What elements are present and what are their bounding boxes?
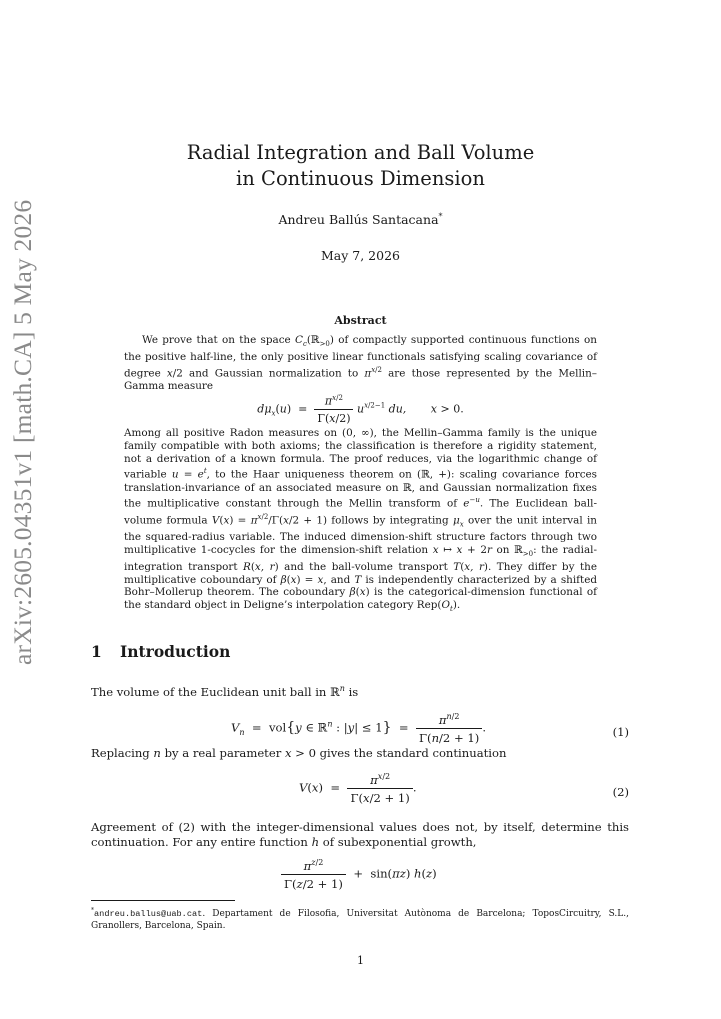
section-heading-introduction bbox=[91, 642, 230, 661]
paper-title bbox=[0, 140, 721, 192]
footnote-mark: * bbox=[91, 907, 94, 914]
author-name: Andreu Ballús Santacana bbox=[278, 212, 439, 228]
intro-paragraph-3: Agreement of (2) with the integer-dimensional values does not, by itself, determine this continuation. For any entire function h of subexponential growth, bbox=[91, 820, 629, 850]
abstract-paragraph-2: Among all positive Radon measures on (0, ∞), the Mellin–Gamma family is the unique family compatible with both axioms; the classification is therefore a rigidity statement, not a derivation of a known formula. The proof reduces, via the logarithmic change of variable $u = e^t$, to the Haar uniqueness theorem on (ℝ, +): scaling covariance forces translation-invariance of an associated measure on ℝ, and Gaussian normalization fixes the multiplicative constant through the Mellin transform of $e^{-u}$. The Euclidean ball-volume formula $V(x) = \pi^{x/2}/\Gamma(x/2 + 1)$ follows by integrating $\mu_x$ over the unit interval in the squared-radius variable. The induced dimension-shift structure factors through two multiplicative 1-cocycles for the dimension-shift relation x ↦ x + 2r on ℝ$_{>0}$: the radial-integration transport R(x, r) and the ball-volume transport T(x, r). They differ by the multiplicative coboundary of β(x) = x, and T is independently characterized by a shifted Bohr–Mollerup theorem. The coboundary β(x) is the categorical-dimension functional of the standard object in Deligne’s interpolation category $Rep(O_t)$. bbox=[124, 427, 598, 614]
equation-1-number: (1) bbox=[612, 725, 629, 739]
paper-date: May 7, 2026 bbox=[321, 248, 400, 263]
intro-paragraph-1: The volume of the Euclidean unit ball in ℝ$^n$ is bbox=[91, 684, 359, 699]
abstract-paragraph-1: We prove that on the space $C_c(ℝ_{>0})$ of compactly supported continuous functions on the positive half-line, the only positive linear functionals satisfying scaling covariance of degree x/2 and Gaussian normalization to $\pi^{x/2}$ are those represented by the Mellin–Gamma measure bbox=[124, 334, 597, 392]
author-footnote bbox=[91, 905, 629, 932]
abstract-equation: $d\mu_x(u)$ = $\frac{\pi^{x/2}}{\Gamma(x/2)}$ $u^{x/2-1}$ du, x > 0. bbox=[257, 394, 464, 425]
equation-2: V(x) = $\frac{\pi^{x/2}}{\Gamma(x/2 + 1)}$ . (2) bbox=[299, 772, 629, 805]
section-number: 1 bbox=[91, 642, 102, 661]
author-footnote-mark: * bbox=[438, 212, 443, 221]
section-title: Introduction bbox=[120, 642, 231, 661]
author-line bbox=[0, 212, 721, 227]
footnote-rule bbox=[91, 900, 235, 901]
author-email-link[interactable]: andreu.ballus@uab.cat bbox=[94, 909, 203, 919]
equation-1: $V_n = vol\{y$ ∈ ℝ$^n$ : |y| ≤ 1} = $\frac{\pi^{n/2}}{\Gamma(n/2 + 1)}$ . (1) bbox=[231, 712, 629, 745]
footnote-affiliation: . Departament de Filosofia, Universitat Autònoma de Barcelona; ToposCircuitry, S.L., Granollers, Barcelona, Spain. bbox=[91, 909, 629, 931]
title-line-2: in Continuous Dimension bbox=[236, 167, 485, 190]
abstract-heading: Abstract bbox=[334, 314, 387, 327]
page-number: 1 bbox=[357, 954, 364, 967]
equation-2-number: (2) bbox=[612, 785, 629, 799]
title-line-1: Radial Integration and Ball Volume bbox=[186, 141, 535, 164]
arxiv-identifier-stamp: arXiv:2605.04351v1 [math.CA] 5 May 2026 bbox=[8, 199, 37, 665]
equation-3: $\frac{\pi^{z/2}}{\Gamma(z/2 + 1)}$ + sin(πz) h(z) bbox=[91, 858, 629, 898]
intro-paragraph-2: Replacing n by a real parameter x > 0 gives the standard continuation bbox=[91, 746, 507, 760]
